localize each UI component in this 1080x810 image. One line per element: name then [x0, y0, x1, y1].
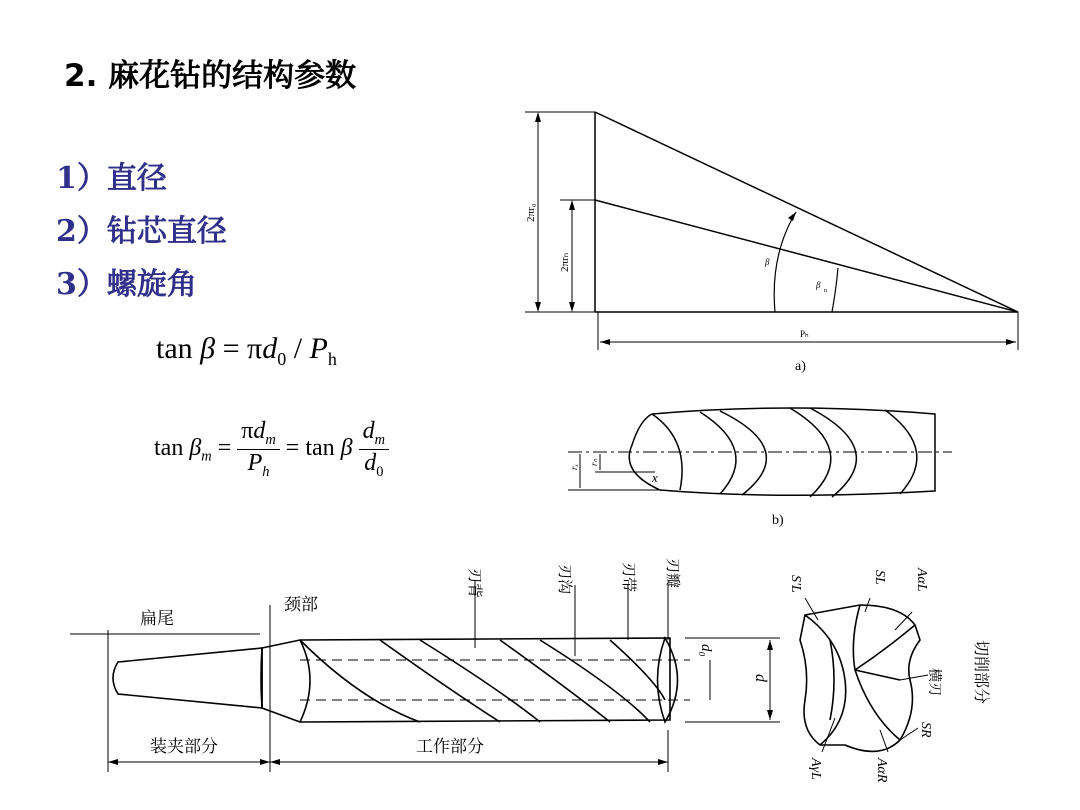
label-d: d — [752, 674, 769, 682]
label-d0: d₀ — [698, 644, 714, 657]
drill-tip — [800, 598, 928, 752]
label-land-back: 刃背 — [466, 568, 484, 599]
label-margin: 刃带 — [620, 562, 638, 593]
page-title: 2. 麻花钻的结构参数 — [64, 58, 357, 94]
diagram-b — [568, 408, 952, 497]
diagram-a-arrows — [535, 112, 1016, 345]
label-clamping-part: 装夹部分 — [150, 737, 218, 757]
label-beta-n: β — [816, 280, 821, 290]
diagram-a — [525, 112, 1018, 350]
label-flute: 刃沟 — [556, 564, 574, 595]
caption-a: a) — [795, 359, 806, 374]
formula-helix-angle: $\tan \beta = \pi d_0 / P_h$ — [156, 332, 337, 369]
label-lip: 刃瓣 — [664, 558, 682, 589]
label-ph: Pₕ — [800, 329, 809, 339]
caption-b: b) — [772, 513, 784, 528]
label-working-part: 工作部分 — [416, 737, 484, 757]
label-beta-n-sub: n — [824, 288, 827, 294]
formula-helix-angle-m: $\tan \beta_m$ = $\frac{\pi d_m}{P_h}$ = tan β $\frac{d_m}{d_0}$ — [154, 418, 389, 481]
fraction-pi-dm-over-ph: $\frac{\pi d_m}{P_h}$ — [237, 418, 280, 481]
list-item-diameter: 1）直径 — [56, 161, 167, 196]
label-sl: SL — [872, 570, 887, 585]
label-2pi-r0: 2πr₀ — [525, 203, 537, 222]
fraction-dm-over-d0: $\frac{d_m}{d_0}$ — [359, 418, 389, 481]
label-2pi-rn: 2πrₙ — [559, 252, 571, 272]
label-rx: rₓ — [569, 463, 579, 470]
list-item-core-diameter: 2）钻芯直径 — [56, 214, 227, 249]
label-beta: β — [765, 257, 770, 267]
label-chisel-edge: 横刃 — [926, 668, 942, 696]
label-a-alpha-l: AαL — [914, 568, 929, 592]
label-a-alpha-r: AαR — [874, 758, 889, 783]
list-item-helix-angle: 3）螺旋角 — [56, 267, 197, 302]
label-cutting-part: 切削部分 — [972, 640, 991, 705]
label-a-gamma-l: AγL — [808, 758, 823, 780]
label-sr: SR — [918, 722, 933, 738]
label-sl-prime: S'L — [788, 575, 803, 593]
label-rn: rₙ — [589, 458, 599, 466]
label-flat-tail: 扁尾 — [140, 609, 174, 629]
label-neck: 颈部 — [284, 595, 318, 615]
label-x: x — [652, 470, 658, 485]
